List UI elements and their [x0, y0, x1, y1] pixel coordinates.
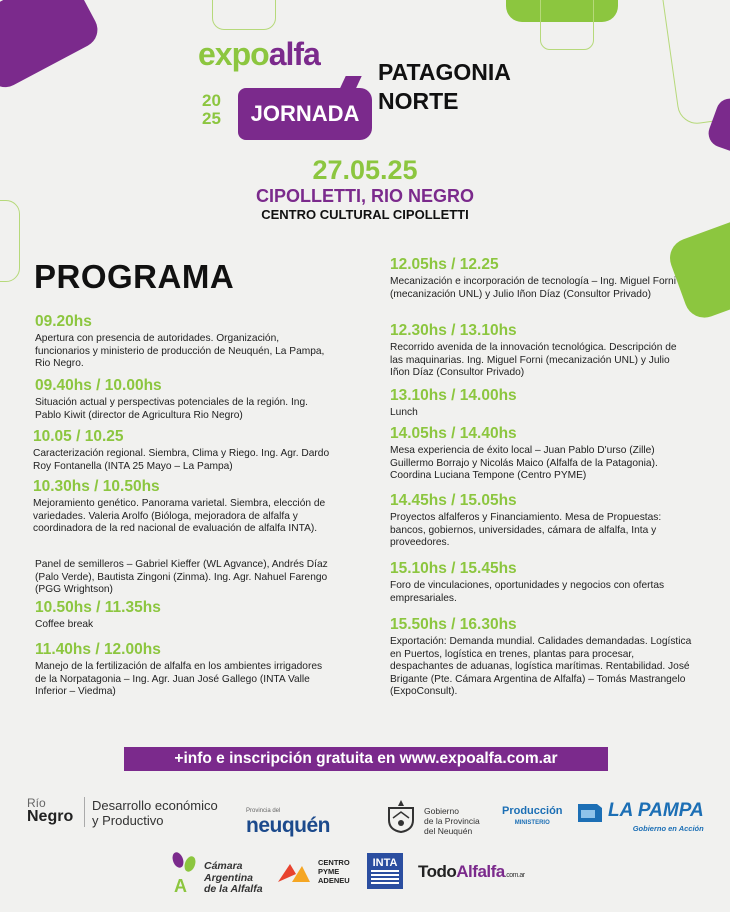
schedule-time: 09.20hs — [35, 313, 92, 330]
schedule-time: 13.10hs / 14.00hs — [390, 387, 517, 404]
decorative-outline-bubble — [212, 0, 276, 30]
region-title — [378, 58, 511, 116]
schedule-desc: Mecanización e incorporación de tecnología – Ing. Miguel Forni (mecanización UNL) y Julio Iñon Díaz (Consultor Privado) — [390, 276, 676, 300]
schedule-item — [390, 491, 690, 550]
schedule-time: 14.45hs / 15.05hs — [390, 492, 517, 509]
lapampa-big-text: LA PAMPA — [608, 800, 704, 821]
produccion-ministerio-logo — [502, 805, 563, 829]
schedule-desc: Coffee break — [35, 619, 94, 630]
schedule-desc: Caracterización regional. Siembra, Clima y Riego. Ing. Agr. Dardo Roy Fontanella (INTA 25 Mayo – La Pampa) — [33, 448, 330, 472]
prod-line-1: Producción — [502, 805, 563, 817]
expoalfa-logo — [198, 36, 320, 73]
caa-line-2: Argentina — [204, 871, 254, 884]
neuquen-coat-of-arms-icon — [384, 798, 418, 834]
schedule-time: 15.50hs / 16.30hs — [390, 616, 517, 633]
schedule-desc: Foro de vinculaciones, oportunidades y negocios con ofertas empresariales. — [390, 580, 665, 604]
schedule-time: 10.05 / 10.25 — [33, 428, 124, 445]
pyme-line-1: CENTRO — [318, 858, 350, 867]
camara-argentina-alfalfa-logo — [204, 861, 263, 896]
gob-line-3: del Neuquén — [424, 826, 473, 836]
event-city: CIPOLLETTI, RIO NEGRO — [255, 186, 474, 206]
event-venue: CENTRO CULTURAL CIPOLLETTI — [261, 207, 469, 222]
centro-pyme-logo — [318, 858, 350, 885]
rio-big-text: Negro — [27, 808, 74, 825]
caa-line-1: Cámara — [204, 860, 243, 872]
logo-year: 20 25 — [202, 91, 221, 128]
schedule-desc: Panel de semilleros – Gabriel Kieffer (WL Agvance), Andrés Díaz (Palo Verde), Bautista Zingoni (Zinma). Ing. Agr. Nahuel Farengo (PGG Wrightson) — [35, 559, 328, 596]
program-title: PROGRAMA — [34, 258, 235, 295]
todo-text: Todo — [418, 862, 457, 881]
schedule-desc: Mejoramiento genético. Panorama varietal. Siembra, elección de variedades. Valeria Arolfo (Bióloga, mejoradora de alfalfa y coordinadora de la red nacional de evaluación de alfalfa INTA). — [33, 498, 326, 535]
desarrollo-line-1: Desarrollo económico — [92, 798, 218, 813]
schedule-item — [33, 477, 333, 536]
decorative-outline-bubble — [540, 0, 594, 50]
desarrollo-economico-logo — [92, 798, 218, 828]
logo-alfa-text: alfa — [268, 36, 320, 72]
divider — [84, 797, 85, 827]
rio-negro-logo — [27, 796, 73, 824]
schedule-item — [390, 559, 690, 605]
schedule-desc: Manejo de la fertilización de alfalfa en los ambientes irrigadores de la Norpatagonia – Ing. Agr. Juan José Gallego (INTA Valle Inferior – Viedma) — [35, 661, 323, 698]
schedule-item — [35, 312, 335, 371]
schedule-time: 14.05hs / 14.40hs — [390, 425, 517, 442]
schedule-desc: Apertura con presencia de autoridades. Organización, funcionarios y ministerio de producción de Neuquén, La Pampa, Rio Negro. — [35, 333, 325, 370]
schedule-item — [33, 427, 333, 473]
schedule-time: 10.50hs / 11.35hs — [35, 599, 161, 616]
region-line-1: PATAGONIA — [378, 59, 511, 85]
schedule-time: 10.30hs / 10.50hs — [33, 478, 160, 495]
schedule-desc: Proyectos alfalferos y Financiamiento. Mesa de Propuestas: bancos, gobiernos, universidades, cámara de alfalfa, Inta y proveedores. — [390, 512, 662, 549]
region-line-2: NORTE — [378, 88, 459, 114]
centro-pyme-icon — [276, 860, 312, 886]
alfalfa-text: Alfalfa — [456, 862, 505, 881]
schedule-desc: Exportación: Demanda mundial. Calidades demandadas. Logística en Puertos, logística en trenes, plantas para procesar, despachantes de aduanas, logística marítimas. Rentabilidad. José Brigante (Pte. Cámara Argentina de Alfalfa) – Tomás Mastrangelo (ExpoConsult). — [390, 636, 692, 698]
camara-alfalfa-leaf-icon — [168, 850, 200, 896]
schedule-desc: Mesa experiencia de éxito local – Juan Pablo D'urso (Zille) Guillermo Borrajo y Nicolás Maico (Alfalfa de la Patagonia). Coordina Luciana Tempone (Centro PYME) — [390, 445, 658, 482]
neuquen-logo — [246, 808, 330, 838]
schedule-item — [390, 386, 690, 420]
schedule-time: 11.40hs / 12.00hs — [35, 641, 161, 658]
schedule-item — [390, 424, 690, 483]
prod-line-2: MINISTERIO — [514, 820, 550, 826]
la-pampa-map-icon — [575, 800, 605, 826]
gobierno-neuquen-logo — [424, 806, 480, 836]
logo-expo-text: expo — [198, 36, 269, 72]
pyme-line-2: PYME — [318, 867, 340, 876]
schedule-item — [35, 376, 335, 422]
desarrollo-line-2: y Productivo — [92, 813, 164, 828]
todoalfalfa-logo — [418, 862, 525, 882]
lapampa-small-text: Gobierno en Acción — [632, 824, 704, 833]
schedule-time: 12.05hs / 12.25 — [390, 256, 499, 273]
schedule-desc: Lunch — [390, 407, 418, 418]
event-date: 27.05.25 — [312, 155, 418, 185]
schedule-item — [35, 558, 335, 597]
pyme-line-3: ADENEU — [318, 876, 350, 885]
schedule-item — [390, 615, 695, 699]
decorative-purple-bubble — [0, 0, 104, 93]
schedule-time: 09.40hs / 10.00hs — [35, 377, 162, 394]
la-pampa-logo — [608, 802, 704, 838]
caa-line-3: de la Alfalfa — [204, 883, 263, 895]
gob-line-2: de la Provincia — [424, 816, 480, 826]
svg-text:A: A — [174, 876, 187, 896]
schedule-time: 15.10hs / 15.45hs — [390, 560, 517, 577]
schedule-time: 12.30hs / 13.10hs — [390, 322, 517, 339]
schedule-item — [35, 640, 335, 699]
neuquen-big-text: neuquén — [246, 814, 330, 837]
neuquen-small-text: Provincia del — [246, 808, 281, 814]
schedule-item — [390, 321, 690, 380]
rio-small-text: Río — [27, 796, 46, 810]
schedule-item — [390, 255, 690, 301]
gob-line-1: Gobierno — [424, 806, 459, 816]
logo-jornada: JORNADA — [238, 88, 372, 140]
schedule-item — [35, 598, 335, 632]
schedule-desc: Situación actual y perspectivas potenciales de la región. Ing. Pablo Kiwit (director de Agricultura Rio Negro) — [35, 397, 308, 421]
info-registration-banner[interactable]: +info e inscripción gratuita en www.expoalfa.com.ar — [124, 747, 608, 771]
domain-text: .com.ar — [504, 872, 525, 879]
inta-logo: INTA — [367, 853, 403, 889]
schedule-desc: Recorrido avenida de la innovación tecnológica. Descripción de las maquinarias. Ing. Miguel Forni (mecanización UNL) y Julio Iñon Díaz (Consultor Privado) — [390, 342, 677, 379]
